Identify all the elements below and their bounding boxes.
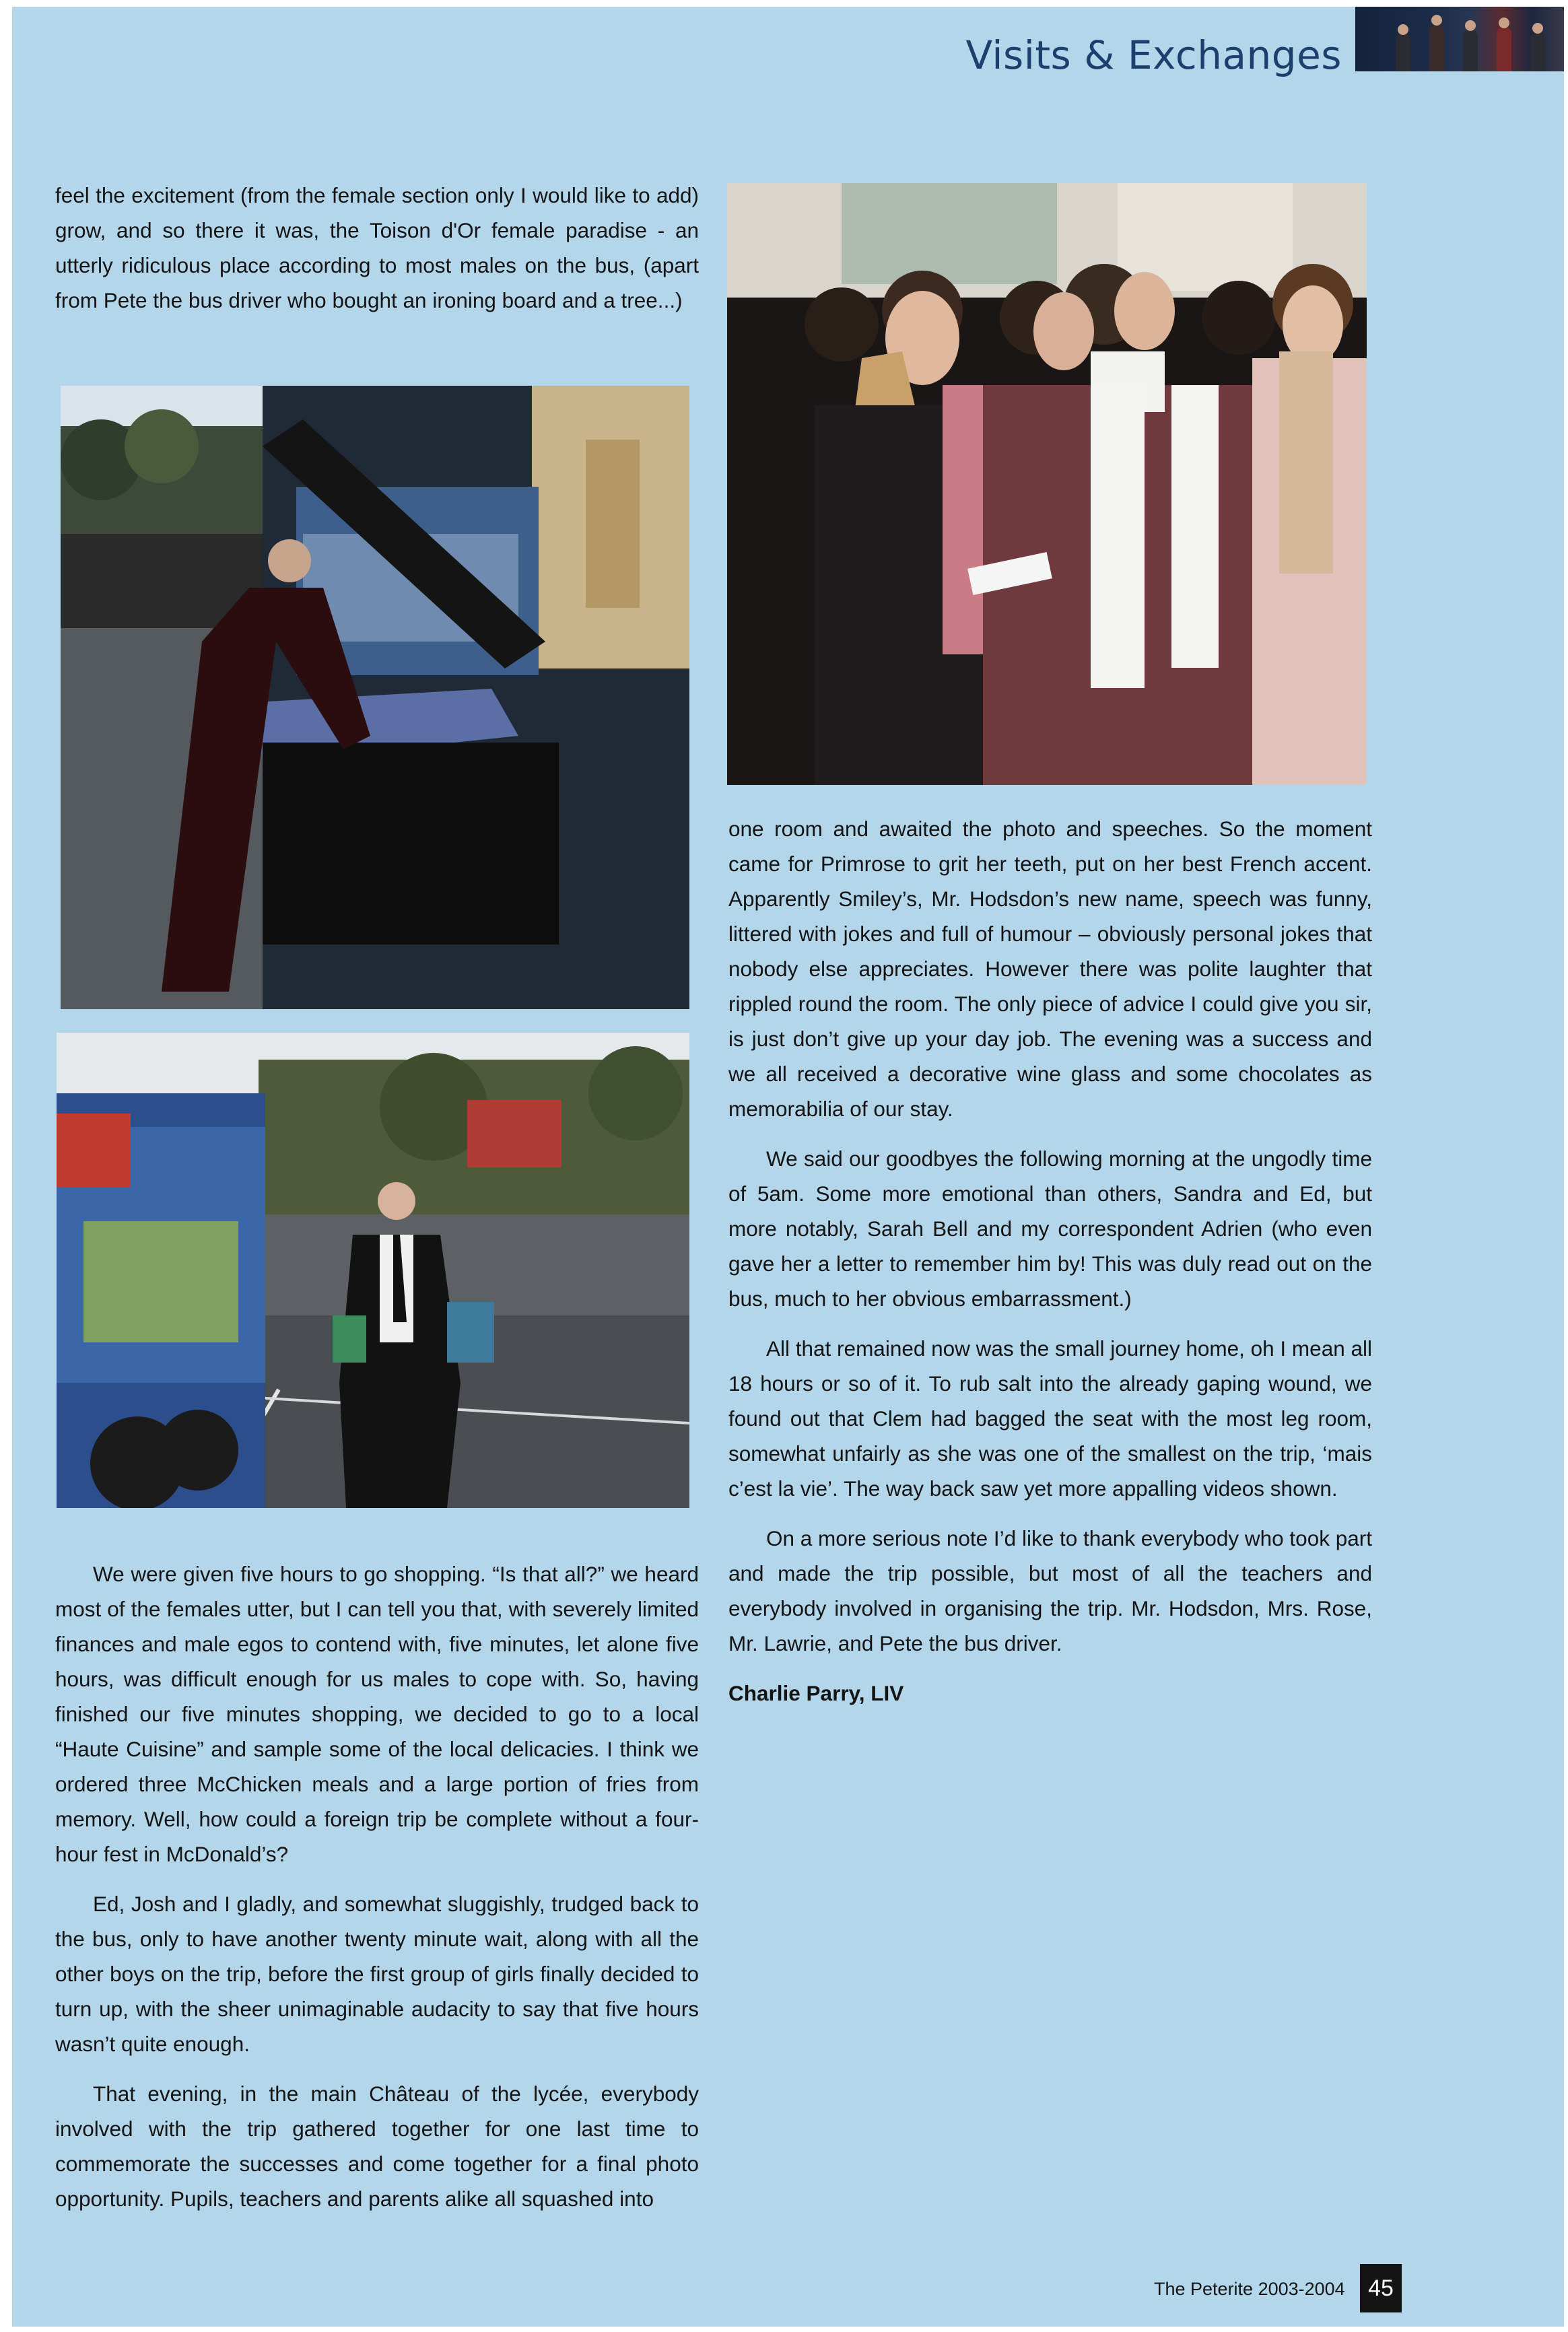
header-figure-head [1499,18,1509,28]
publication-footer: The Peterite 2003-2004 [1154,2279,1345,2299]
header-figure [1463,30,1478,71]
magazine-page [12,7,1564,2327]
article-paragraph: On a more serious note I’d like to thank everybody who took part and made the trip possible, but most of all the teachers and everybody involved in organising the trip. Mr. Hodsdon, Mrs. Rose, Mr. Lawrie, and Pete the bus driver. [728,1526,1372,1655]
article-paragraph: That evening, in the main Château of the lycée, everybody involved with the trip gathered together for one last time to commemorate the successes and come together for a final photo opportunity. Pupils, teachers and parents alike all squashed into [55,2082,699,2211]
article-paragraph: All that remained now was the small journey home, oh I mean all 18 hours or so of it. To rub salt into the already gaping wound, we found out that Clem had bagged the seat with the most leg room, somewhat unfairly as she was one of the smallest on the trip, ‘mais c’est la vie’. The way back saw yet more appalling videos shown. [728,1336,1372,1501]
header-figure-head [1532,23,1543,34]
left-column-bottom-text [55,1556,699,2231]
author-signature: Charlie Parry, LIV [728,1681,904,1705]
article-paragraph: feel the excitement (from the female section only I would like to add) grow, and so there it was, the Toison d'Or female paradise - an utterly ridiculous place according to most males on the bus, (apart from Pete the bus driver who bought an ironing board and a tree...) [55,183,699,312]
header-photo-strip [1355,7,1564,71]
header-figure-head [1398,24,1408,35]
photo-students-in-chateau [727,183,1367,785]
header-figure [1530,32,1545,71]
article-paragraph: one room and awaited the photo and speeches. So the moment came for Primrose to grit her teeth, put on her best French accent. Apparently Smiley’s, Mr. Hodsdon’s new name, speech was funny, littered with jokes and full of humour – obviously personal jokes that nobody else appreciates. However there was polite laughter that rippled round the room. The only piece of advice I could give you sir, is just don’t give up your day job. The evening was a success and we all received a decorative wine glass and some chocolates as memorabilia of our stay. [728,817,1372,1121]
article-paragraph: Ed, Josh and I gladly, and somewhat sluggishly, trudged back to the bus, only to have another twenty minute wait, along with all the other boys on the trip, before the first group of girls finally decided to turn up, with the sheer unimaginable audacity to say that five hours wasn’t quite enough. [55,1892,699,2056]
right-column-text [728,811,1372,1725]
header-figure-head [1431,15,1442,26]
left-column-top-text [55,178,699,333]
photo-bus-luggage-hold [61,386,689,1009]
header-figure [1396,34,1410,71]
page-number: 45 [1360,2264,1402,2312]
header-figure [1497,27,1511,71]
header-figure-head [1465,20,1476,31]
article-paragraph: We said our goodbyes the following morning at the ungodly time of 5am. Some more emotional than others, Sandra and Ed, but more notably, Sarah Bell and my correspondent Adrien (who even gave her a letter to remember him by! This was duly read out on the bus, much to her obvious embarrassment.) [728,1146,1372,1311]
header-figure [1429,24,1444,71]
section-title: Visits & Exchanges [965,32,1342,78]
article-paragraph: We were given five hours to go shopping. “Is that all?” we heard most of the females utter, but I can tell you that, with severely limited finances and male egos to contend with, five minutes, let alone five hours, was difficult enough for us males to cope with. So, having finished our five minutes shopping, we decided to go to a local “Haute Cuisine” and sample some of the local delicacies. I think we ordered three McChicken meals and a large portion of fries from memory. Well, how could a foreign trip be complete without a four-hour fest in McDonald’s? [55,1562,699,1866]
photo-man-with-bags-beside-bus [57,1033,689,1508]
